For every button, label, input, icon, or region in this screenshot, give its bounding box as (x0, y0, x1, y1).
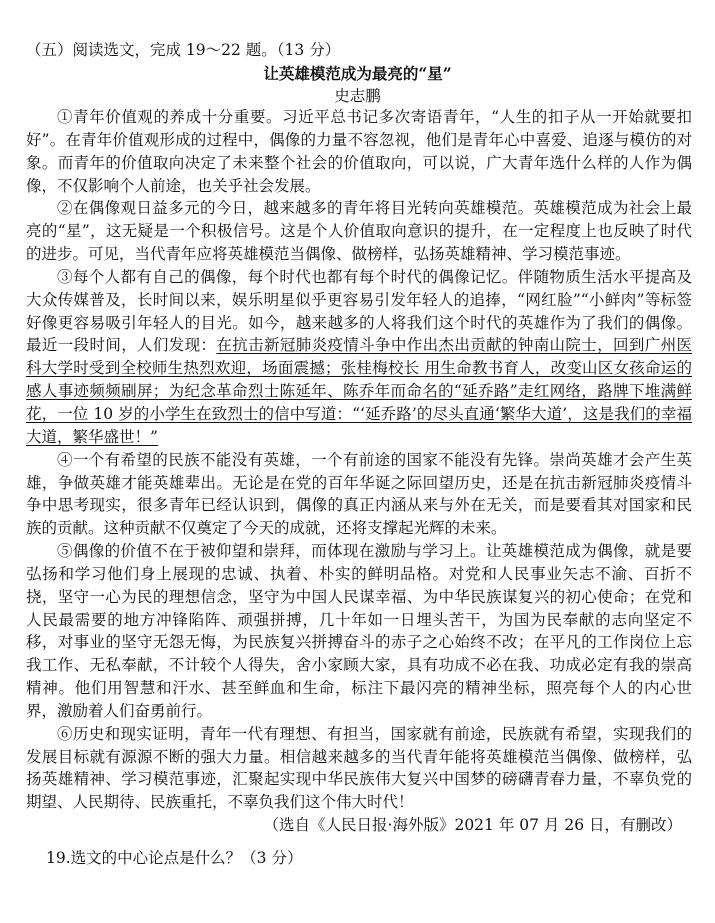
paragraph-5: ⑤偶像的价值不在于被仰望和崇拜，而体现在激励与学习上。让英雄模范成为偶像，就是要弘扬和学习他们身上展现的忠诚、执着、朴实的鲜明品格。对党和人民事业矢志不渝、百折不挠，坚守一心为民的理想信念，坚守为中国人民谋幸福、为中华民族谋复兴的初心使命；在党和人民最需要的地方冲锋陷阵、顽强拼搏，几十年如一日埋头苦干，为国为民奉献的志向坚定不移，对事业的坚守无怨无悔，为民族复兴拼搏奋斗的赤子之心始终不改；在平凡的工作岗位上忘我工作、无私奉献，不计较个人得失，舍小家顾大家，具有功成不必在我、功成必定有我的崇高精神。他们用智慧和汗水、甚至鲜血和生命，标注下最闪亮的精神坐标，照亮每个人的内心世界，激励着人们奋勇前行。 (26, 542, 692, 720)
paragraph-6: ⑥历史和现实证明，青年一代有理想、有担当，国家就有前途，民族就有希望，实现我们的发展目标就有源源不断的强大力量。相信越来越多的当代青年能将英雄模范当偶像、做榜样，弘扬英雄精神、学习模范事迹，汇聚起实现中华民族伟大复兴中国梦的磅礴青春力量，不辜负党的期望、人民期待、民族重托，不辜负我们这个伟大时代！ (26, 724, 692, 812)
article-source: （选自《人民日报·海外版》2021 年 07 月 26 日，有删改） (263, 816, 682, 835)
question-19: 19.选文的中心论点是什么？（3 分） (46, 849, 303, 867)
article-body (26, 106, 692, 837)
section-heading: （五）阅读选文，完成 19～22 题。（13 分） (26, 41, 341, 59)
paragraph-3 (26, 266, 692, 449)
article-author: 史志鹏 (334, 87, 381, 105)
article-title: 让英雄模范成为最亮的“星” (263, 64, 452, 83)
paragraph-1: ①青年价值观的养成十分重要。习近平总书记多次寄语青年，“人生的扣子从一开始就要扣好”。在青年价值观形成的过程中，偶像的力量不容忽视，他们是青年心中喜爱、追逐与模仿的对象。而青年的价值取向决定了未来整个社会的价值取向，可以说，广大青年选什么样的人作为偶像，不仅影响个人前途，也关乎社会发展。 (26, 108, 692, 195)
paragraph-4: ④一个有希望的民族不能没有英雄，一个有前途的国家不能没有先锋。崇尚英雄才会产生英雄，争做英雄才能英雄辈出。无论是在党的百年华诞之际回望历史，还是在抗击新冠肺炎疫情斗争中思考现实，很多青年已经认识到，偶像的真正内涵从来与外在无关，而是要看其对国家和民族的贡献。这种贡献不仅奠定了今天的成就，还将支撑起光辉的未来。 (26, 450, 692, 538)
underlined-passage: 在抗击新冠肺炎疫情斗争中作出杰出贡献的钟南山院士，回到广州医科大学时受到全校师生热烈欢迎，场面震撼；张桂梅校长 用生命教书育人，改变山区女孩命运的感人事迹频频刷屏；为纪念革命烈士陈延年、陈乔年而命名的“延乔路”走红网络，路牌下堆满鲜花，一位 10 岁的小学生在致烈士的信中写道：“‘延乔路’的尽头直通‘繁华大道’，这是我们的幸福大道，繁华盛世！” (26, 336, 692, 446)
paragraph-3-text: ③每个人都有自己的偶像，每个时代也都有每个时代的偶像记忆。伴随物质生活水平提高及大众传媒普及，长时间以来，娱乐明星似乎更容易引发年轻人的追捧，“网红脸”“小鲜肉”等标签好像更容易吸引年轻人的目光。如今，越来越多的人将我们这个时代的英雄作为了我们的偶像。最近一段时间，人们发现： (26, 267, 692, 355)
paragraph-2: ②在偶像观日益多元的今日，越来越多的青年将目光转向英雄模范。英雄模范成为社会上最亮的“星”，这无疑是一个积极信号。这是个人价值取向意识的提升，在一定程度上也反映了时代的进步。可见，当代青年应将英雄模范当偶像、做榜样，弘扬英雄精神、学习模范事迹。 (26, 199, 692, 264)
